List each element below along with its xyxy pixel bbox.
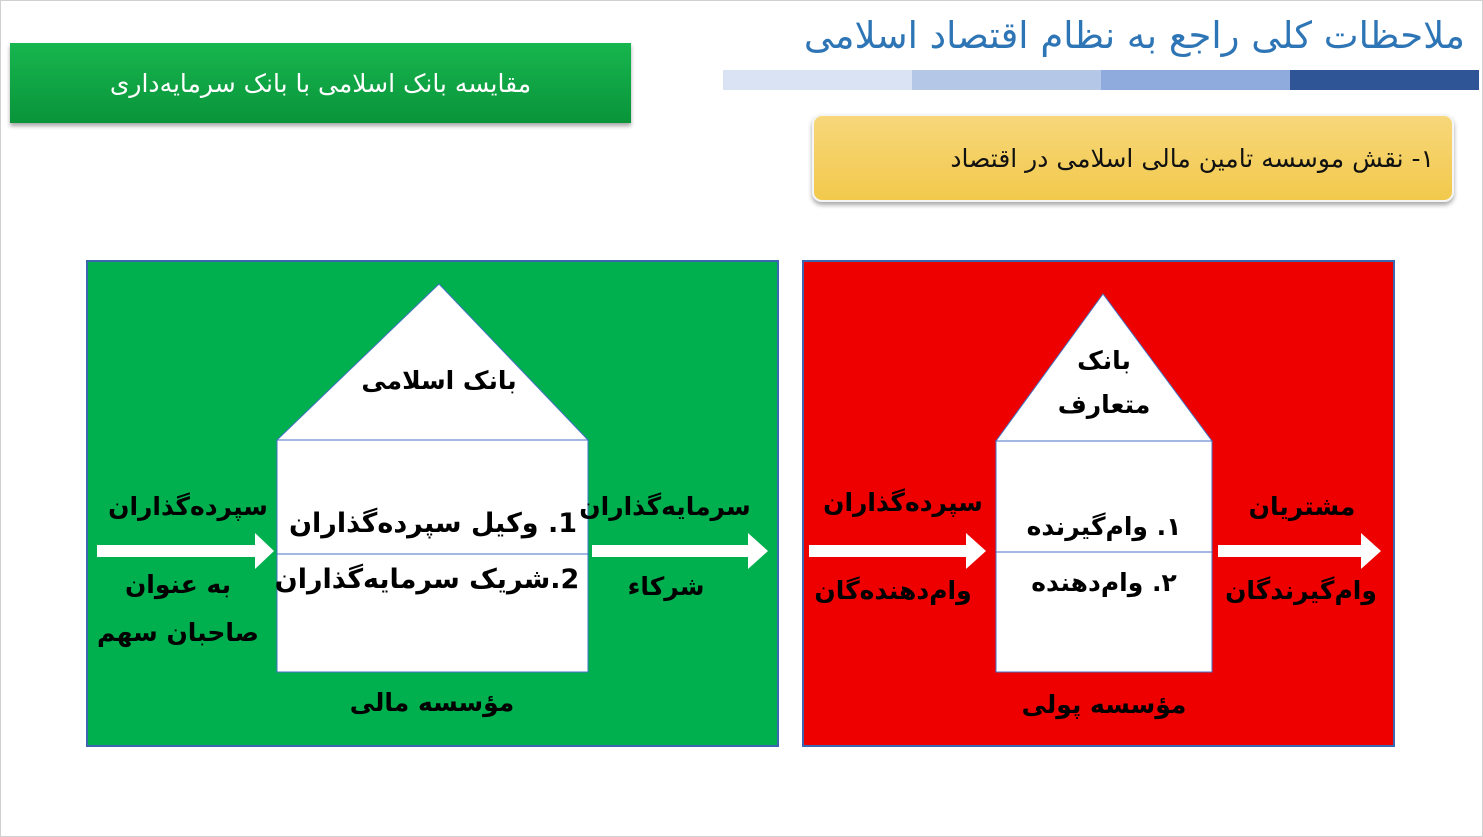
conventional-bank-roof-label-2: متعارف [1057,390,1151,419]
islamic-bank-left-arrow [97,533,274,569]
islamic-bank-right-arrow [592,533,768,569]
conventional-left-bottom-label: وام‌دهنده‌گان [814,576,972,605]
conventional-bank-caption: مؤسسه پولی [1021,690,1187,719]
islamic-bank-role-2: 2.شریک سرمایه‌گذاران [274,564,580,595]
conventional-right-top-label: مشتریان [1248,492,1356,521]
islamic-right-top-label: سرمایه‌گذاران [579,492,751,521]
conventional-bank-role-2: ۲. وام‌دهنده [1031,568,1177,597]
islamic-bank-roof [277,284,588,440]
islamic-right-bottom-label: شرکاء [627,572,705,601]
islamic-bank-role-1: 1. وکیل سپرده‌گذاران [288,508,578,539]
islamic-bank-body [274,440,588,672]
islamic-bank-caption: مؤسسه مالی [349,688,515,717]
conventional-bank-right-arrow [1218,533,1381,569]
conventional-bank-roof-label-1: بانک [1077,346,1131,375]
slide-title: ملاحظات کلی راجع به نظام اقتصاد اسلامی [803,14,1465,57]
conventional-left-top-label: سپرده‌گذاران [823,488,983,517]
conventional-right-bottom-label: وام‌گیرندگان [1225,576,1377,605]
topic-banner: ۱- نقش موسسه تامین مالی اسلامی در اقتصاد [812,114,1454,202]
comparison-banner: مقایسه بانک اسلامی با بانک سرمایه‌داری [10,43,631,123]
conventional-bank-role-1: ۱. وام‌گیرنده [1026,512,1182,541]
islamic-bank-roof-label: بانک اسلامی [361,366,517,395]
islamic-left-bottom-label-2: صاحبان سهم [97,618,259,647]
islamic-left-bottom-label-1: به عنوان [124,570,232,599]
conventional-bank-body [996,441,1212,672]
conventional-bank-left-arrow [809,533,986,569]
islamic-left-top-label: سپرده‌گذاران [108,492,268,521]
